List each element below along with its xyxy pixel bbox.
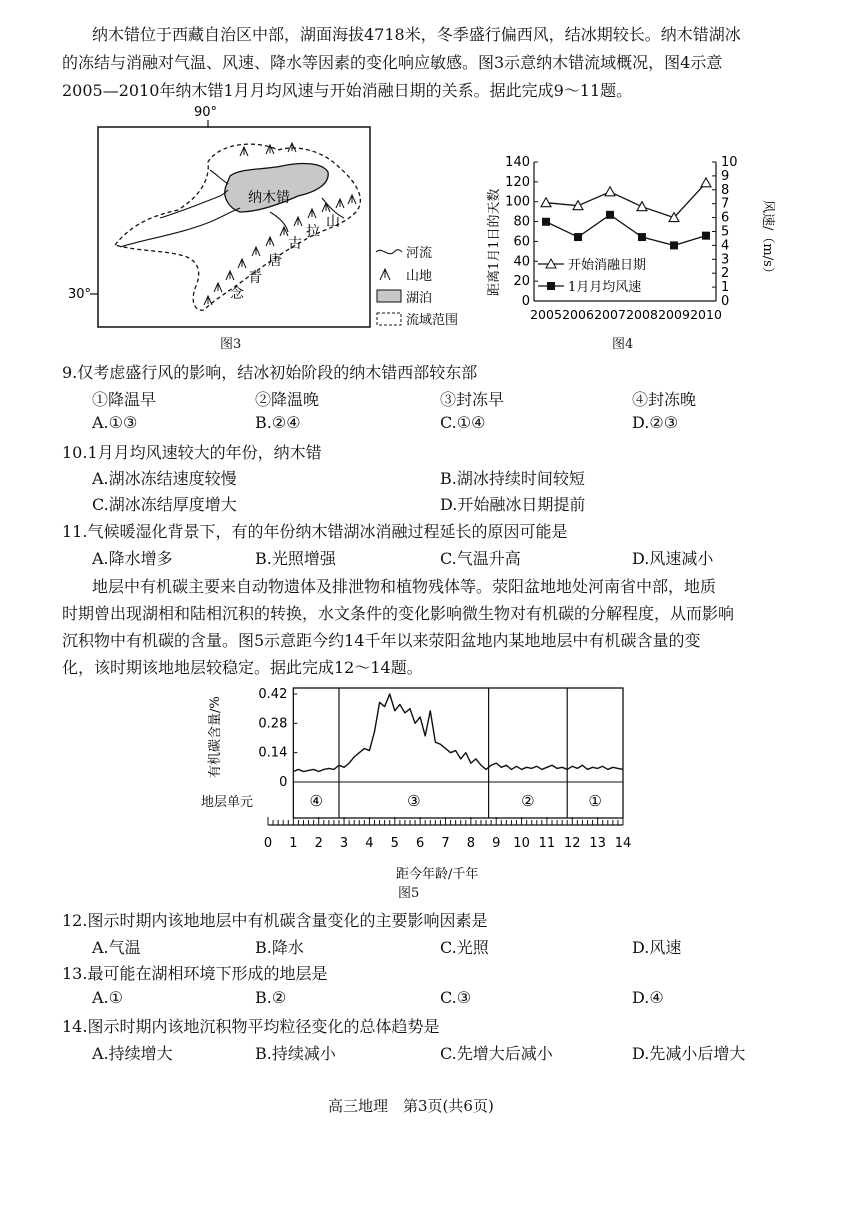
river <box>120 208 240 247</box>
fig5-x-tick-label: 8 <box>466 836 475 851</box>
fig4-melt-point <box>637 202 647 211</box>
fig5-y-tick-label: 0.28 <box>258 716 288 732</box>
fig5-strata-label: ② <box>521 792 535 810</box>
q9-stem: 9.仅考虑盛行风的影响，结冰初始阶段的纳木错西部较东部 <box>62 363 478 382</box>
fig4-legend-wind: 1月月均风速 <box>568 280 642 295</box>
fig5-x-tick-label: 1 <box>289 836 298 851</box>
q9-option-d[interactable]: D.②③ <box>632 413 679 432</box>
q9-item-3: ③封冻早 <box>440 390 505 409</box>
q13-option-b[interactable]: B.② <box>255 988 287 1007</box>
mountain-name-char: 拉 <box>306 224 320 240</box>
q14-option-c[interactable]: C.先增大后减小 <box>440 1044 553 1063</box>
q14-option-d[interactable]: D.先减小后增大 <box>632 1044 746 1063</box>
q13-option-c[interactable]: C.③ <box>440 988 472 1007</box>
fig5-frame <box>293 688 623 818</box>
fig3-lon-label: 90° <box>194 105 218 120</box>
fig5-x-tick-label: 4 <box>365 836 374 851</box>
fig4-left-tick-label: 140 <box>505 155 530 170</box>
fig4-x-tick-label: 2010 <box>690 307 722 322</box>
fig4-wind-point <box>574 233 582 241</box>
fig4-right-tick-label: 8 <box>721 182 730 198</box>
fig5-ylabel: 有机碳含量/% <box>208 696 223 778</box>
fig4-right-tick-label: 5 <box>721 224 730 240</box>
q12-stem: 12.图示时期内该地地层中有机碳含量变化的主要影响因素是 <box>62 911 488 930</box>
fig4-right-tick-label: 9 <box>721 168 730 184</box>
fig5-caption: 图5 <box>398 886 420 901</box>
fig4-chart <box>482 150 782 332</box>
fig5-x-tick-label: 10 <box>513 836 530 851</box>
legend-basin: 流域范围 <box>406 313 459 328</box>
fig4-right-tick-label: 3 <box>721 252 730 268</box>
fig4-left-tick-label: 40 <box>513 254 530 270</box>
intro1-line1: 纳木错位于西藏自治区中部，湖面海拔4718米，冬季盛行偏西风，结冰期较长。纳木错湖冰 <box>92 25 741 44</box>
q9-item-1: ①降温早 <box>92 390 157 409</box>
intro2-line1: 地层中有机碳主要来自动物遗体及排泄物和植物残体等。荥阳盆地地处河南省中部，地质 <box>92 577 717 596</box>
fig5-x-tick-label: 12 <box>564 836 581 851</box>
fig4-melt-point <box>541 198 551 207</box>
intro2-line2: 时期曾出现湖相和陆相沉积的转换，水文条件的变化影响微生物对有机碳的分解程度，从而影响 <box>62 604 735 623</box>
fig4-left-tick-label: 80 <box>513 214 530 230</box>
fig4-right-tick-label: 7 <box>721 196 730 212</box>
fig4-wind-point <box>702 232 710 240</box>
fig5-xlabel: 距今年龄/千年 <box>396 867 479 882</box>
q11-option-b[interactable]: B.光照增强 <box>255 549 336 568</box>
fig5-x-tick-label: 13 <box>589 836 606 851</box>
fig5-x-tick-label: 6 <box>416 836 425 851</box>
fig4-melt-point <box>605 187 615 196</box>
q9-item-2: ②降温晚 <box>255 390 320 409</box>
fig4-left-tick-label: 0 <box>521 294 530 309</box>
fig4-x-tick-label: 2008 <box>626 307 658 322</box>
fig4-wind-point <box>638 233 646 241</box>
q9-option-b[interactable]: B.②④ <box>255 413 301 432</box>
q10-option-d[interactable]: D.开始融冰日期提前 <box>440 495 586 514</box>
fig4-legend-melt: 开始消融日期 <box>568 258 647 273</box>
fig4-left-tick-label: 100 <box>505 194 530 210</box>
fig4-caption: 图4 <box>612 337 634 352</box>
q13-stem: 13.最可能在湖相环境下形成的地层是 <box>62 964 328 983</box>
river <box>210 170 228 184</box>
q9-option-c[interactable]: C.①④ <box>440 413 486 432</box>
q11-stem: 11.气候暖湿化背景下，有的年份纳木错湖冰消融过程延长的原因可能是 <box>62 522 568 541</box>
fig4-wind-point <box>542 218 550 226</box>
fig4-melt-line <box>546 183 706 218</box>
fig4-left-tick-label: 60 <box>513 234 530 250</box>
intro2-line3: 沉积物中有机碳的含量。图5示意距今约14千年以来荥阳盆地内某地地层中有机碳含量的变 <box>62 631 701 650</box>
legend-lake: 湖泊 <box>406 291 433 306</box>
fig4-wind-point <box>670 241 678 249</box>
legend-river: 河流 <box>406 246 433 261</box>
fig3-legend <box>376 245 458 328</box>
fig5-x-tick-label: 7 <box>441 836 450 851</box>
intro1-line2: 的冻结与消融对气温、风速、降水等因素的变化响应敏感。图3示意纳木错流域概况，图4示意 <box>62 53 723 72</box>
fig5-x-tick-label: 5 <box>390 836 399 851</box>
q12-option-b[interactable]: B.降水 <box>255 938 304 957</box>
q10-option-b[interactable]: B.湖冰持续时间较短 <box>440 469 585 488</box>
fig5-strata-label: ④ <box>309 792 323 810</box>
fig4-x-tick-label: 2005 <box>530 307 562 322</box>
mountain-name-char: 古 <box>288 236 302 252</box>
page-footer: 高三地理 第3页(共6页) <box>328 1097 494 1115</box>
q12-option-c[interactable]: C.光照 <box>440 938 489 957</box>
q10-stem: 10.1月月均风速较大的年份，纳木错 <box>62 443 322 462</box>
intro1-line3: 2005—2010年纳木错1月月均风速与开始消融日期的关系。据此完成9～11题。 <box>62 81 633 100</box>
fig4-right-tick-label: 0 <box>721 294 730 309</box>
q12-option-d[interactable]: D.风速 <box>632 938 682 957</box>
intro2-line4: 化，该时期该地地层较稳定。据此完成12～14题。 <box>62 658 423 677</box>
fig5-x-tick-label: 9 <box>492 836 501 851</box>
fig5-y-tick-label: 0.42 <box>258 687 288 702</box>
fig4-x-tick-label: 2009 <box>658 307 690 322</box>
mountain-name-char: 山 <box>326 214 340 230</box>
q11-option-d[interactable]: D.风速减小 <box>632 549 714 568</box>
fig4-right-tick-label: 1 <box>721 280 730 296</box>
fig5-y-tick-label: 0 <box>279 775 288 790</box>
q10-option-c[interactable]: C.湖冰冻结厚度增大 <box>92 495 237 514</box>
fig5-strata-label: ③ <box>407 792 421 810</box>
q13-option-a[interactable]: A.① <box>92 988 123 1007</box>
river <box>160 190 228 218</box>
fig5-x-tick-label: 2 <box>314 836 323 851</box>
fig4-wind-point <box>606 211 614 219</box>
q9-item-4: ④封冻晚 <box>632 390 697 409</box>
q11-option-c[interactable]: C.气温升高 <box>440 549 521 568</box>
fig5-strata-label: 地层单元 <box>201 795 254 810</box>
fig4-right-tick-label: 2 <box>721 266 730 282</box>
fig4-legend <box>538 257 646 295</box>
fig4-right-tick-label: 10 <box>721 155 738 170</box>
fig4-left-axis-label: 距离1月1日的天数 <box>487 188 502 296</box>
fig4-right-axis-label: 风速/（m/s） <box>760 200 775 280</box>
fig5-y-tick-label: 0.14 <box>258 745 288 761</box>
q12-option-a[interactable]: A.气温 <box>92 938 141 957</box>
mountain-name-char: 青 <box>248 270 262 286</box>
fig5-x-tick-label: 0 <box>263 836 273 851</box>
q14-option-a[interactable]: A.持续增大 <box>92 1044 173 1063</box>
mountain-name-char: 念 <box>230 286 244 302</box>
legend-mountain: 山地 <box>406 269 433 284</box>
q11-option-a[interactable]: A.降水增多 <box>92 549 173 568</box>
fig4-melt-point <box>701 178 711 187</box>
fig4-wind-line <box>546 215 706 246</box>
lake-label: 纳木错 <box>248 190 290 206</box>
fig5-x-tick-label: 11 <box>538 836 556 851</box>
fig5-x-tick-label: 3 <box>339 836 349 851</box>
fig4-left-tick-label: 20 <box>513 274 530 290</box>
fig5-chart <box>195 680 645 885</box>
mountain-name-char: 唐 <box>268 253 282 269</box>
fig3-map <box>68 100 480 355</box>
fig5-x-tick-label: 14 <box>614 836 632 851</box>
q14-stem: 14.图示时期内该地沉积物平均粒径变化的总体趋势是 <box>62 1017 440 1036</box>
fig4-x-tick-label: 2006 <box>562 307 594 322</box>
q10-option-a[interactable]: A.湖冰冻结速度较慢 <box>92 469 237 488</box>
fig4-right-tick-label: 4 <box>721 238 730 254</box>
fig4-x-tick-label: 2007 <box>594 307 626 322</box>
fig4-left-tick-label: 120 <box>505 174 530 190</box>
fig5-organic-carbon-curve <box>293 694 623 772</box>
fig5-strata-label: ① <box>588 792 602 810</box>
q14-option-b[interactable]: B.持续减小 <box>255 1044 336 1063</box>
fig3-lat-label: 30° <box>68 287 92 302</box>
q13-option-d[interactable]: D.④ <box>632 988 664 1007</box>
fig4-right-tick-label: 6 <box>721 210 730 226</box>
fig3-caption: 图3 <box>220 337 242 352</box>
q9-option-a[interactable]: A.①③ <box>92 413 138 432</box>
